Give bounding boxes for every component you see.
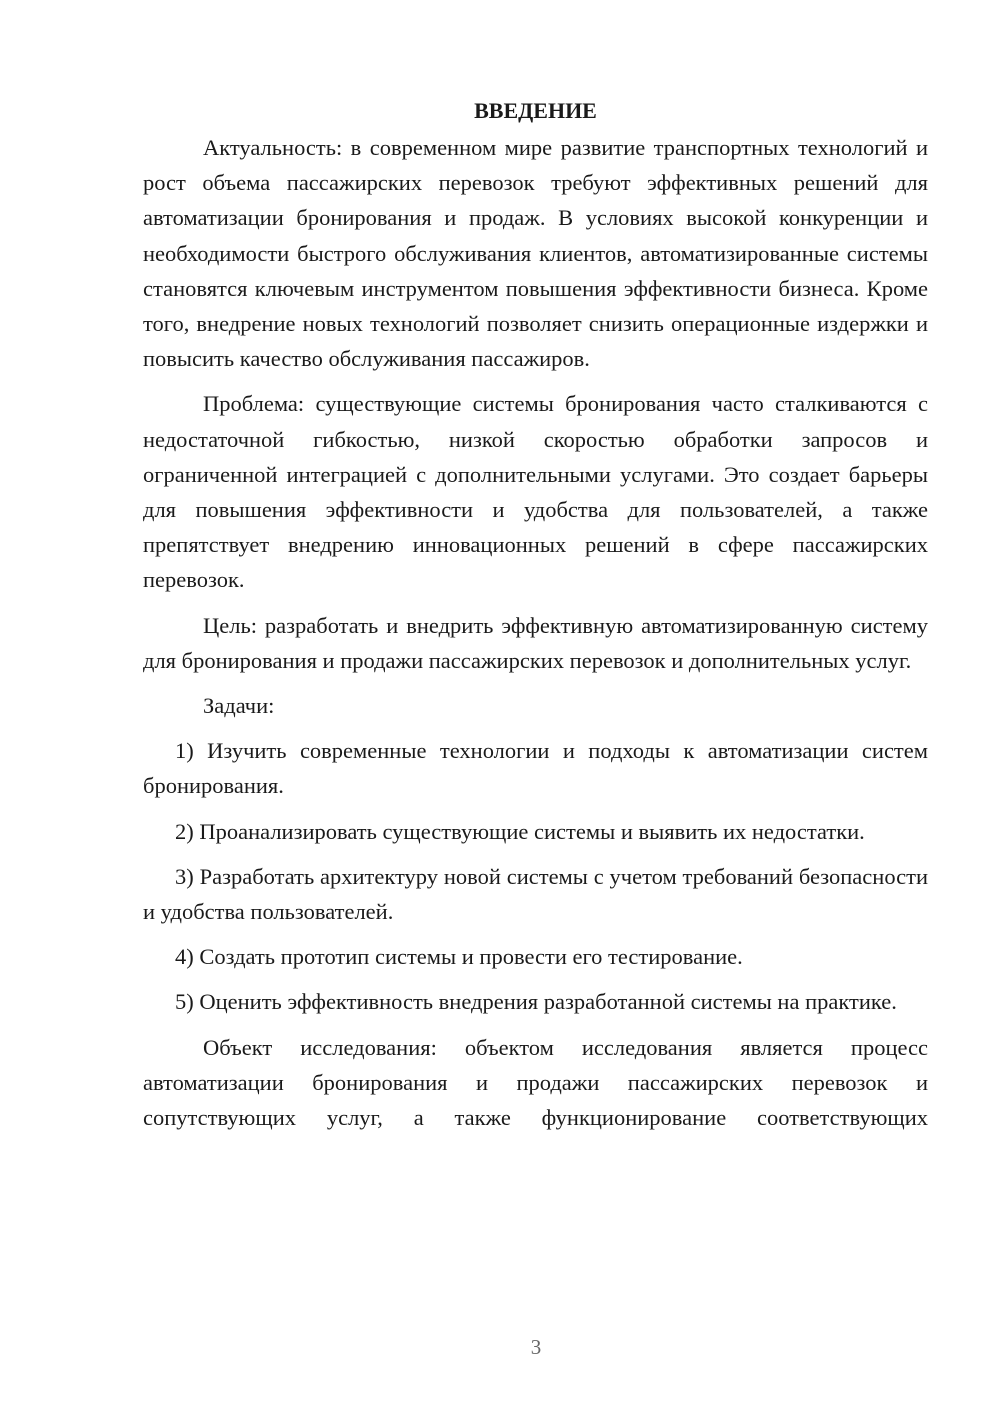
paragraph-object: Объект исследования: объектом исследования является процесс автоматизации бронирования и продажи пассажирских перевозок и сопутствующих услуг, а также функционирование соответствующих (143, 1034, 928, 1131)
document-page (143, 96, 928, 1145)
page-number: 3 (530, 1335, 542, 1359)
task-item-5: 5) Оценить эффективность внедрения разработанной системы на практике. (175, 989, 897, 1015)
task-item-4: 4) Создать прототип системы и провести его тестирование. (175, 944, 743, 970)
task-item-2: 2) Проанализировать существующие системы и выявить их недостатки. (175, 818, 865, 844)
section-title: ВВЕДЕНИЕ (474, 98, 597, 123)
paragraph-relevance: Актуальность: в современном мире развитие транспортных технологий и рост объема пассажирских перевозок требуют эффективных решений для автоматизации бронирования и продаж. В условиях высокой конкуренции и необходимости быстрого обслуживания клиентов, автоматизированные системы становятся ключевым инструментом повышения эффективности бизнеса. Кроме того, внедрение новых технологий позволяет снизить операционные издержки и повысить качество обслуживания пассажиров. (143, 135, 928, 372)
paragraph-problem: Проблема: существующие системы бронирования часто сталкиваются с недостаточной гибкостью, низкой скоростью обработки запросов и ограниченной интеграцией с дополнительными услугами. Это создает барьеры для повышения эффективности и удобства для пользователей, а также препятствует внедрению инновационных решений в сфере пассажирских перевозок. (143, 391, 928, 593)
paragraph-goal: Цель: разработать и внедрить эффективную автоматизированную систему для бронирования и продажи пассажирских перевозок и дополнительных услуг. (143, 612, 928, 673)
task-item-3: 3) Разработать архитектуру новой системы с учетом требований безопасности и удобства пользователей. (143, 863, 928, 925)
tasks-heading: Задачи: (203, 693, 275, 719)
task-item-1: 1) Изучить современные технологии и подходы к автоматизации систем бронирования. (143, 738, 928, 799)
